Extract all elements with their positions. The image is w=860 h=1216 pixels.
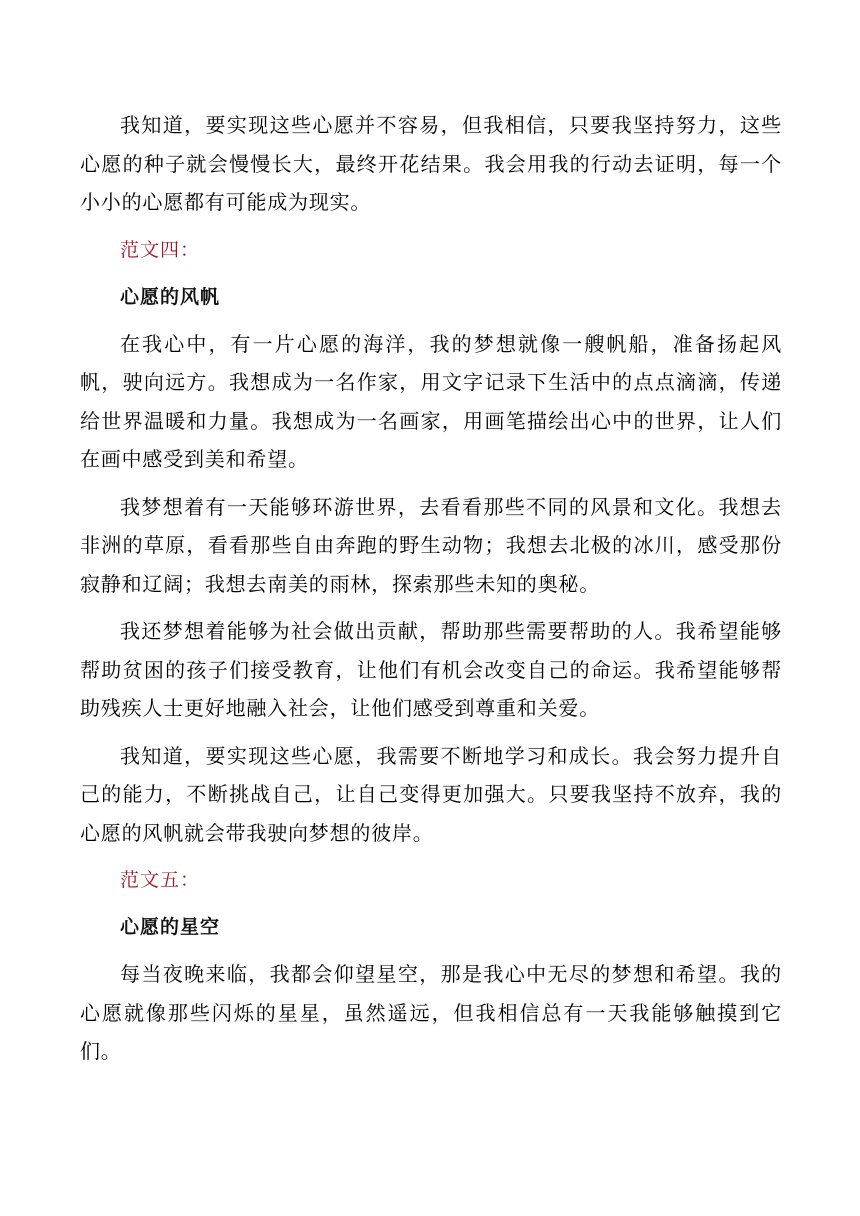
section-4-paragraph-4: 我知道，要实现这些心愿，我需要不断地学习和成长。我会努力提升自己的能力，不断挑战自己，让自己变得更加强大。只要我坚持不放弃，我的心愿的风帆就会带我驶向梦想的彼岸。 bbox=[80, 743, 782, 845]
section-4-label: 范文四： bbox=[120, 238, 201, 261]
section-5-title: 心愿的星空 bbox=[120, 916, 221, 938]
section-4-title: 心愿的风帆 bbox=[120, 285, 221, 308]
section-4-paragraph-2: 我梦想着有一天能够环游世界，去看看那些不同的风景和文化。我想去非洲的草原，看看那些自由奔跑的野生动物；我想去北极的冰川，感受那份寂静和辽阔；我想去南美的雨林，探索那些未知的奥秘。 bbox=[80, 494, 782, 596]
section-5-paragraph-1: 每当夜晚来临，我都会仰望星空，那是我心中无尽的梦想和希望。我的心愿就像那些闪烁的星星，虽然遥远，但我相信总有一天我能够触摸到它们。 bbox=[80, 962, 782, 1063]
section-5-label: 范文五： bbox=[120, 869, 201, 891]
intro-paragraph: 我知道，要实现这些心愿并不容易，但我相信，只要我坚持努力，这些心愿的种子就会慢慢长大，最终开花结果。我会用我的行动去证明，每一个小小的心愿都有可能成为现实。 bbox=[80, 113, 782, 214]
section-4-paragraph-1: 在我心中，有一片心愿的海洋，我的梦想就像一艘帆船，准备扬起风帆，驶向远方。我想成为一名作家，用文字记录下生活中的点点滴滴，传递给世界温暖和力量。我想成为一名画家，用画笔描绘出心中的世界，让人们在画中感受到美和希望。 bbox=[80, 331, 782, 471]
document-body bbox=[80, 106, 782, 1080]
section-4-paragraph-3: 我还梦想着能够为社会做出贡献，帮助那些需要帮助的人。我希望能够帮助贫困的孩子们接受教育，让他们有机会改变自己的命运。我希望能够帮助残疾人士更好地融入社会，让他们感受到尊重和关爱。 bbox=[80, 619, 782, 720]
